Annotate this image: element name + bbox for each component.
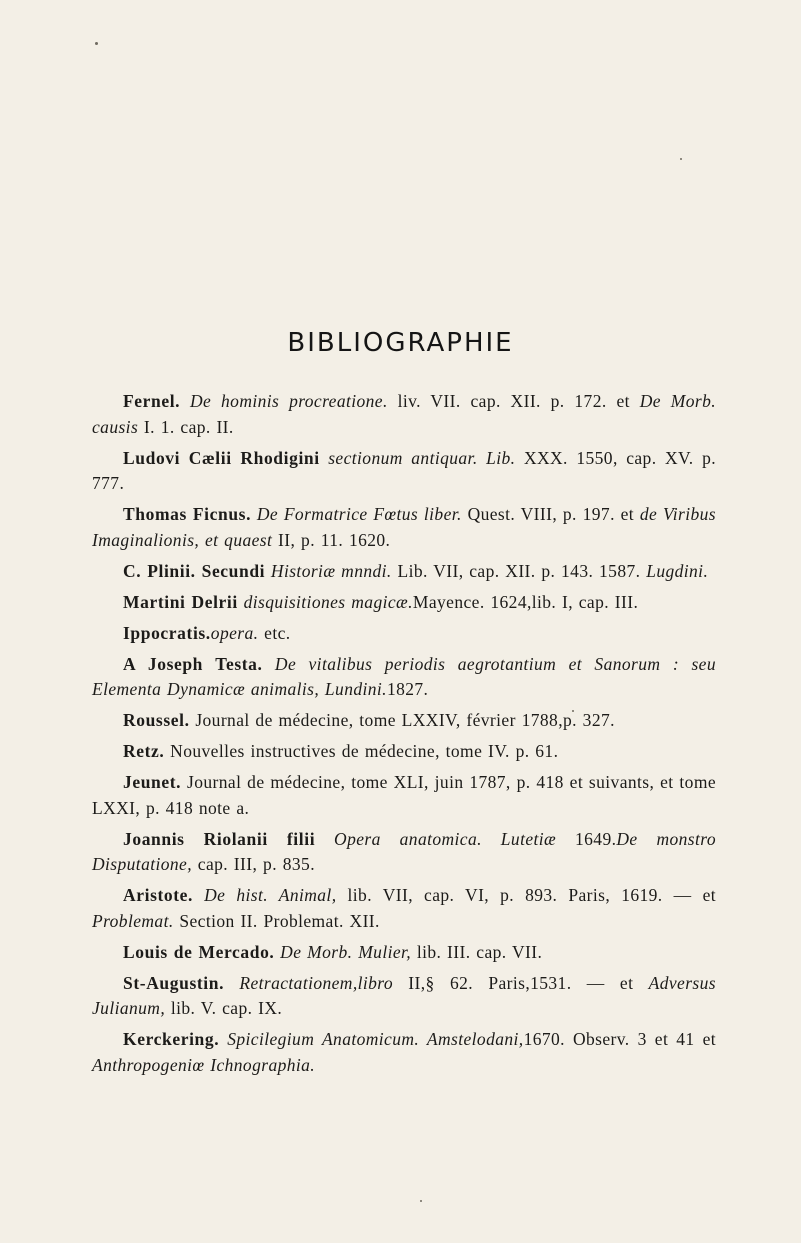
entry-author: Thomas Ficnus. (123, 504, 252, 524)
entry-title-secondary: De Morb. causis (92, 391, 716, 437)
entry-details: XXX. 1550, cap. XV. p. 777. (92, 447, 717, 493)
entry-details-secondary: I. 1. cap. II. (138, 416, 234, 437)
entry-author: Ippocratis. (123, 622, 211, 643)
entry-author: Retz. (123, 741, 165, 761)
entry-title: De vitalibus periodis aegrotantium et Sanorum : seu Elementa Dynamicæ animalis, Lundini. (92, 653, 716, 699)
entry-title: Retractationem,libro (239, 972, 394, 993)
entry-title-secondary: Problemat. (92, 910, 174, 931)
entry-details: 1827. (386, 679, 429, 699)
entry-title-secondary: Lugdini. (646, 560, 709, 581)
paper-speck (95, 42, 98, 45)
bibliography-list (92, 389, 716, 1084)
bibliography-entry (92, 971, 716, 1022)
entry-author: C. Plinii. Secundi (123, 560, 266, 581)
entry-author: Ludovi Cælii Rhodigini (123, 447, 320, 468)
bibliography-entry (92, 621, 716, 647)
entry-title: sectionum antiquar. Lib. (328, 447, 516, 468)
bibliography-entry (92, 1027, 716, 1078)
entry-author: Joannis Riolanii filii (123, 828, 316, 849)
entry-details: Journal de médecine, tome XLI, juin 1787, p. 418 et suivants, et tome LXXI, p. 418 note a. (92, 772, 716, 818)
entry-details-secondary: II, p. 11. 1620. (272, 529, 391, 550)
entry-author: Louis de Mercado. (123, 941, 275, 962)
entry-title-secondary: De monstro Disputatione, (92, 828, 716, 874)
bibliography-entry (92, 446, 716, 497)
entry-details: Nouvelles instructives de médecine, tome IV. p. 61. (164, 741, 559, 761)
paper-speck (420, 1200, 422, 1202)
entry-details: 1670. Observ. 3 et 41 et (523, 1029, 716, 1049)
page-title: BIBLIOGRAPHIE (287, 328, 514, 358)
entry-title: disquisitiones magicæ. (243, 591, 413, 612)
entry-details: Quest. VIII, p. 197. et (461, 504, 640, 524)
entry-title: Historiæ mnndi. (270, 560, 392, 581)
entry-details: II,§ 62. Paris,1531. — et (393, 972, 649, 993)
bibliography-entry (92, 940, 716, 966)
entry-author: Roussel. (123, 710, 190, 730)
entry-title-secondary: de Viribus Imaginalionis, et quaest (92, 504, 716, 550)
entry-details: Mayence. 1624,lib. I, cap. III. (412, 591, 639, 612)
entry-details: lib. III. cap. VII. (411, 941, 543, 962)
bibliography-entry (92, 652, 716, 703)
entry-title: Opera anatomica. Lutetiæ (334, 828, 557, 849)
entry-title: De Morb. Mulier, (280, 941, 412, 962)
entry-details: liv. VII. cap. XII. p. 172. et (387, 391, 640, 411)
entry-author: Jeunet. (123, 772, 182, 792)
entry-details-secondary: Section II. Problemat. XII. (173, 910, 380, 931)
entry-details: Lib. VII, cap. XII. p. 143. 1587. (391, 560, 647, 581)
entry-details-secondary: lib. V. cap. IX. (165, 998, 283, 1018)
bibliography-entry (92, 739, 716, 765)
entry-title: opera. (210, 622, 259, 643)
entry-author: Fernel. (123, 391, 181, 411)
bibliography-entry (92, 502, 716, 553)
bibliography-entry (92, 708, 716, 734)
entry-title: De hist. Animal, (204, 885, 337, 905)
entry-details: etc. (258, 622, 291, 643)
bibliography-entry (92, 389, 716, 440)
entry-details-secondary: cap. III, p. 835. (192, 854, 315, 874)
entry-title-secondary: Anthropogeniœ Ichnographia. (92, 1054, 316, 1075)
entry-title: De hominis procreatione. (190, 391, 388, 411)
paper-speck (680, 158, 682, 160)
entry-author: Aristote. (123, 885, 194, 905)
entry-title: Spicilegium Anatomicum. Amstelodani, (227, 1029, 524, 1049)
entry-title: De Formatrice Fœtus liber. (256, 504, 462, 524)
entry-author: St-Augustin. (123, 972, 225, 993)
entry-details: Journal de médecine, tome LXXIV, février 1788,p. 327. (189, 710, 615, 730)
bibliography-entry (92, 559, 716, 585)
entry-details: 1649. (556, 828, 617, 849)
entry-title-secondary: Adversus Julianum, (92, 972, 716, 1018)
bibliography-entry (92, 883, 716, 934)
entry-details: lib. VII, cap. VI, p. 893. Paris, 1619. — et (336, 885, 717, 905)
entry-author: Kerckering. (123, 1029, 220, 1049)
entry-author: Martini Delrii (123, 591, 238, 612)
bibliography-entry (92, 590, 716, 616)
bibliography-entry (92, 827, 716, 878)
entry-author: A Joseph Testa. (123, 653, 263, 674)
bibliography-entry (92, 770, 716, 821)
